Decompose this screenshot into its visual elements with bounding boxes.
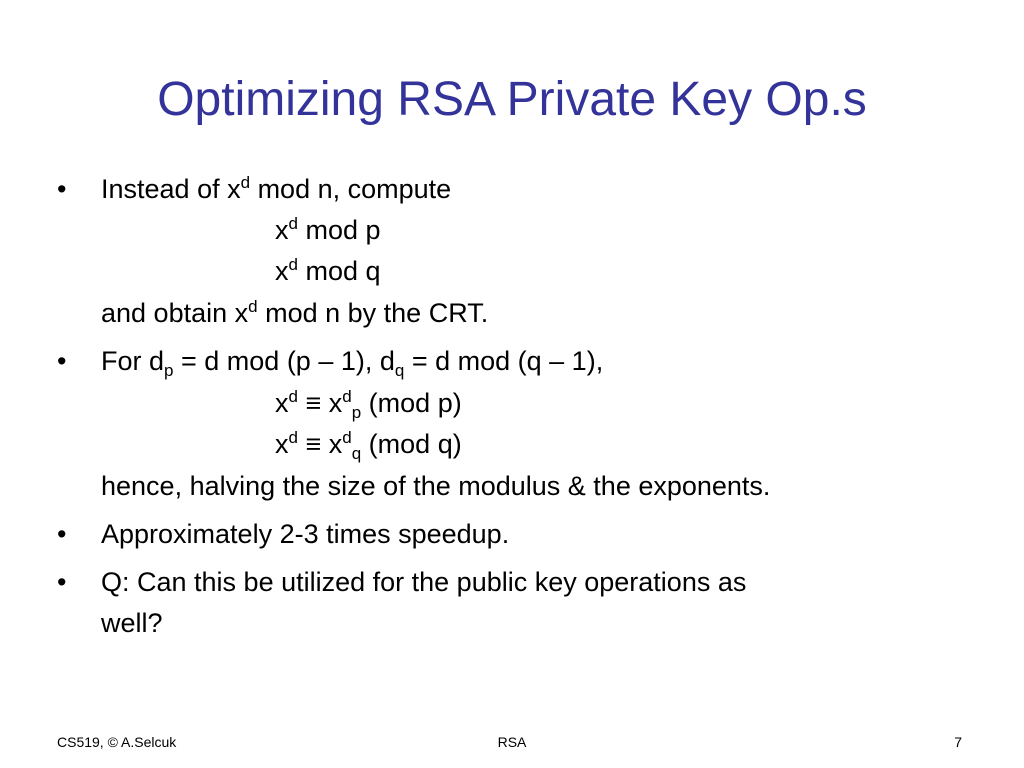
superscript: d [288, 255, 298, 274]
bullet-2-line-2 [275, 386, 462, 420]
superscript: d [342, 387, 352, 406]
subscript: p [164, 361, 174, 380]
bullet-2-line-4: hence, halving the size of the modulus & the exponents. [101, 471, 771, 501]
text-span: and obtain x [101, 298, 249, 328]
text-span: (mod p) [361, 388, 462, 418]
text-span: x [275, 388, 289, 418]
text-span: x [275, 256, 289, 286]
bullet-4-marker: • [57, 567, 67, 597]
superscript: d [288, 387, 298, 406]
slide-title: Optimizing RSA Private Key Op.s [157, 73, 867, 126]
text-span: mod n, compute [250, 174, 452, 204]
bullet-2-line-1 [101, 344, 603, 378]
superscript: d [240, 173, 251, 192]
subscript: q [394, 361, 405, 380]
page-number: 7 [954, 734, 962, 750]
subscript: p [351, 403, 362, 422]
bullet-1-line-2 [275, 213, 381, 247]
text-span: x [275, 215, 289, 245]
bullet-1-line-4 [101, 296, 488, 330]
bullet-3-line-1: Approximately 2-3 times speedup. [101, 519, 510, 549]
text-span: ≡ x [297, 429, 343, 459]
bullet-1-line-1 [101, 172, 451, 206]
text-span: = d mod (p – 1), d [173, 346, 395, 376]
text-span: ≡ x [297, 388, 343, 418]
bullet-3-marker: • [57, 519, 67, 549]
bullet-1-line-3 [275, 254, 381, 288]
superscript: d [288, 214, 298, 233]
superscript: d [342, 428, 352, 447]
bullet-2-marker: • [57, 346, 67, 376]
superscript: d [288, 428, 298, 447]
text-span: Instead of x [101, 174, 241, 204]
text-span: (mod q) [361, 429, 462, 459]
text-span: x [275, 429, 289, 459]
text-span: mod q [297, 256, 381, 286]
text-span: For d [101, 346, 165, 376]
bullet-1-marker: • [57, 174, 67, 204]
subscript: q [351, 444, 362, 463]
bullet-4-line-1: Q: Can this be utilized for the public key operations as [101, 567, 747, 597]
text-span: = d mod (q – 1), [404, 346, 604, 376]
footer-left: CS519, © A.Selcuk [57, 734, 177, 750]
bullet-2-line-3 [275, 427, 462, 461]
text-span: mod n by the CRT. [257, 298, 489, 328]
superscript: d [248, 297, 258, 316]
bullet-4-line-2: well? [101, 608, 163, 638]
footer-center: RSA [497, 734, 527, 750]
text-span: mod p [297, 215, 381, 245]
